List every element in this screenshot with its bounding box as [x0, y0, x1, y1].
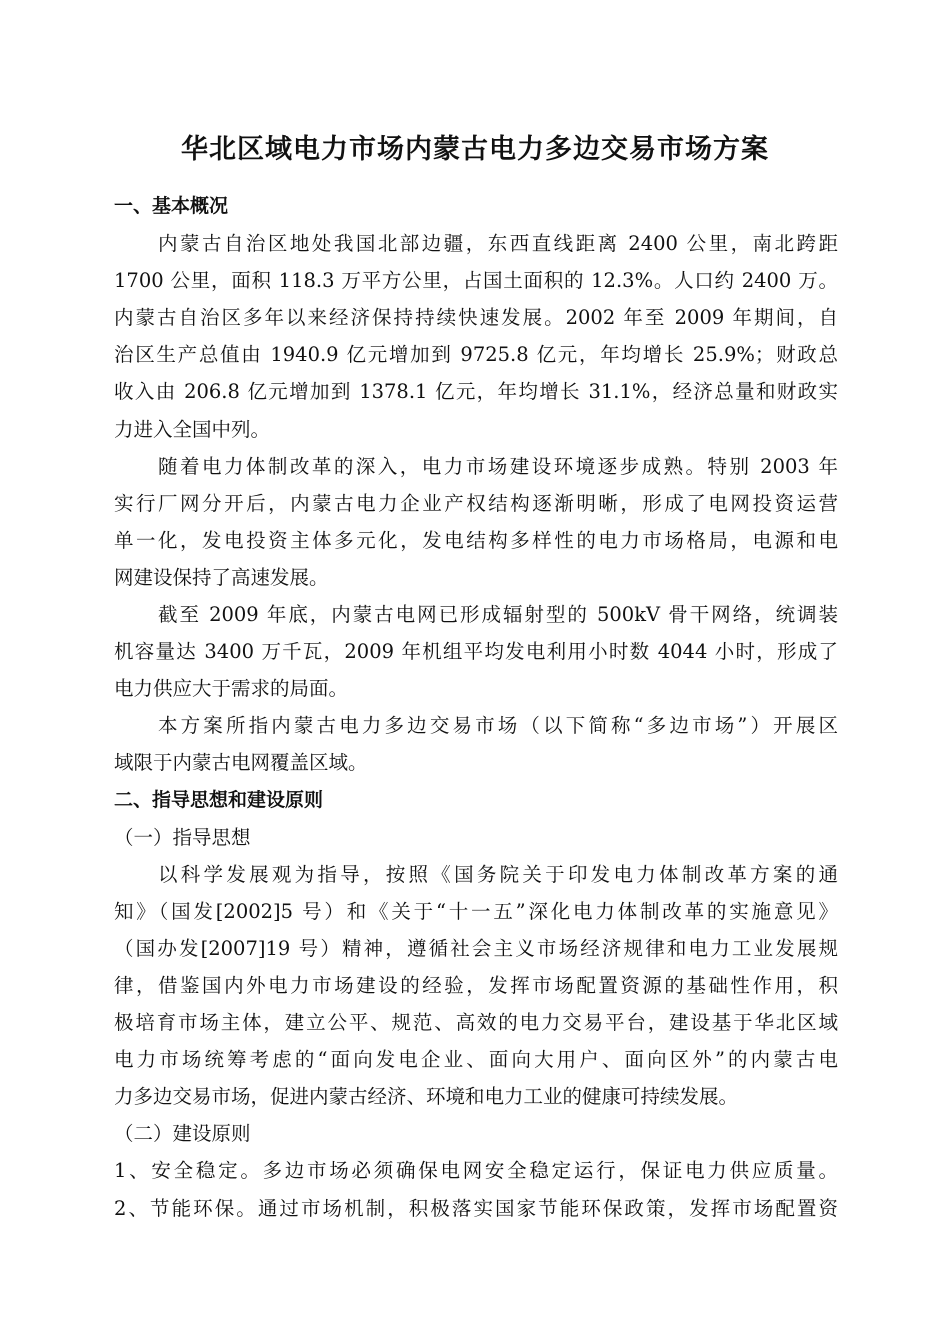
paragraph-line: 收入由 206.8 亿元增加到 1378.1 亿元，年均增长 31.1%，经济总量和财政实 — [114, 380, 838, 404]
paragraph-line: 2、节能环保。通过市场机制，积极落实国家节能环保政策，发挥市场配置资 — [114, 1196, 838, 1220]
paragraph-last-line: 域限于内蒙古电网覆盖区域。 — [114, 751, 368, 775]
subsection-heading: （一）指导思想 — [114, 825, 251, 849]
paragraph-line: 机容量达 3400 万千瓦，2009 年机组平均发电利用小时数 4044 小时，形成了 — [114, 640, 838, 664]
paragraph-last-line: 电力供应大于需求的局面。 — [114, 677, 349, 701]
paragraph-last-line: 力进入全国中列。 — [114, 417, 271, 441]
paragraph-line: 单一化，发电投资主体多元化，发电结构多样性的电力市场格局，电源和电 — [114, 528, 838, 552]
paragraph-line: 电力市场统筹考虑的“面向发电企业、面向大用户、面向区外”的内蒙古电 — [114, 1048, 838, 1072]
paragraph-line: 治区生产总值由 1940.9 亿元增加到 9725.8 亿元，年均增长 25.9%；财政总 — [114, 343, 838, 367]
paragraph-line: 1、安全稳定。多边市场必须确保电网安全稳定运行，保证电力供应质量。 — [114, 1159, 838, 1183]
paragraph-last-line: 网建设保持了高速发展。 — [114, 565, 329, 589]
paragraph-first-line: 内蒙古自治区地处我国北部边疆，东西直线距离 2400 公里，南北跨距 — [158, 232, 838, 256]
paragraph-last-line: 力多边交易市场，促进内蒙古经济、环境和电力工业的健康可持续发展。 — [114, 1085, 739, 1109]
section-heading: 一、基本概况 — [114, 195, 229, 217]
paragraph-line: 律，借鉴国内外电力市场建设的经验，发挥市场配置资源的基础性作用，积 — [114, 973, 838, 997]
paragraph-line: （国办发[2007]19 号）精神，遵循社会主义市场经济规律和电力工业发展规 — [114, 936, 838, 960]
document-body — [114, 188, 838, 1227]
section-heading: 二、指导思想和建设原则 — [114, 788, 324, 811]
paragraph-first-line: 本方案所指内蒙古电力多边交易市场（以下简称“多边市场”）开展区 — [158, 714, 838, 738]
paragraph-line: 极培育市场主体，建立公平、规范、高效的电力交易平台，建设基于华北区域 — [114, 1011, 838, 1035]
paragraph-first-line: 以科学发展观为指导，按照《国务院关于印发电力体制改革方案的通 — [158, 862, 838, 886]
paragraph-first-line: 截至 2009 年底，内蒙古电网已形成辐射型的 500kV 骨干网络，统调装 — [158, 603, 838, 627]
paragraph-line: 知》（国发[2002]5 号）和《关于“十一五”深化电力体制改革的实施意见》 — [114, 899, 838, 923]
paragraph-first-line: 随着电力体制改革的深入，电力市场建设环境逐步成熟。特别 2003 年 — [158, 454, 838, 478]
document-title: 华北区域电力市场内蒙古电力多边交易市场方案 — [181, 134, 769, 165]
paragraph-line: 1700 公里，面积 118.3 万平方公里，占国土面积的 12.3%。人口约 2400 万。 — [114, 269, 838, 293]
subsection-heading: （二）建设原则 — [114, 1122, 251, 1146]
paragraph-line: 实行厂网分开后，内蒙古电力企业产权结构逐渐明晰，形成了电网投资运营 — [114, 491, 838, 515]
paragraph-line: 内蒙古自治区多年以来经济保持持续快速发展。2002 年至 2009 年期间，自 — [114, 306, 838, 330]
